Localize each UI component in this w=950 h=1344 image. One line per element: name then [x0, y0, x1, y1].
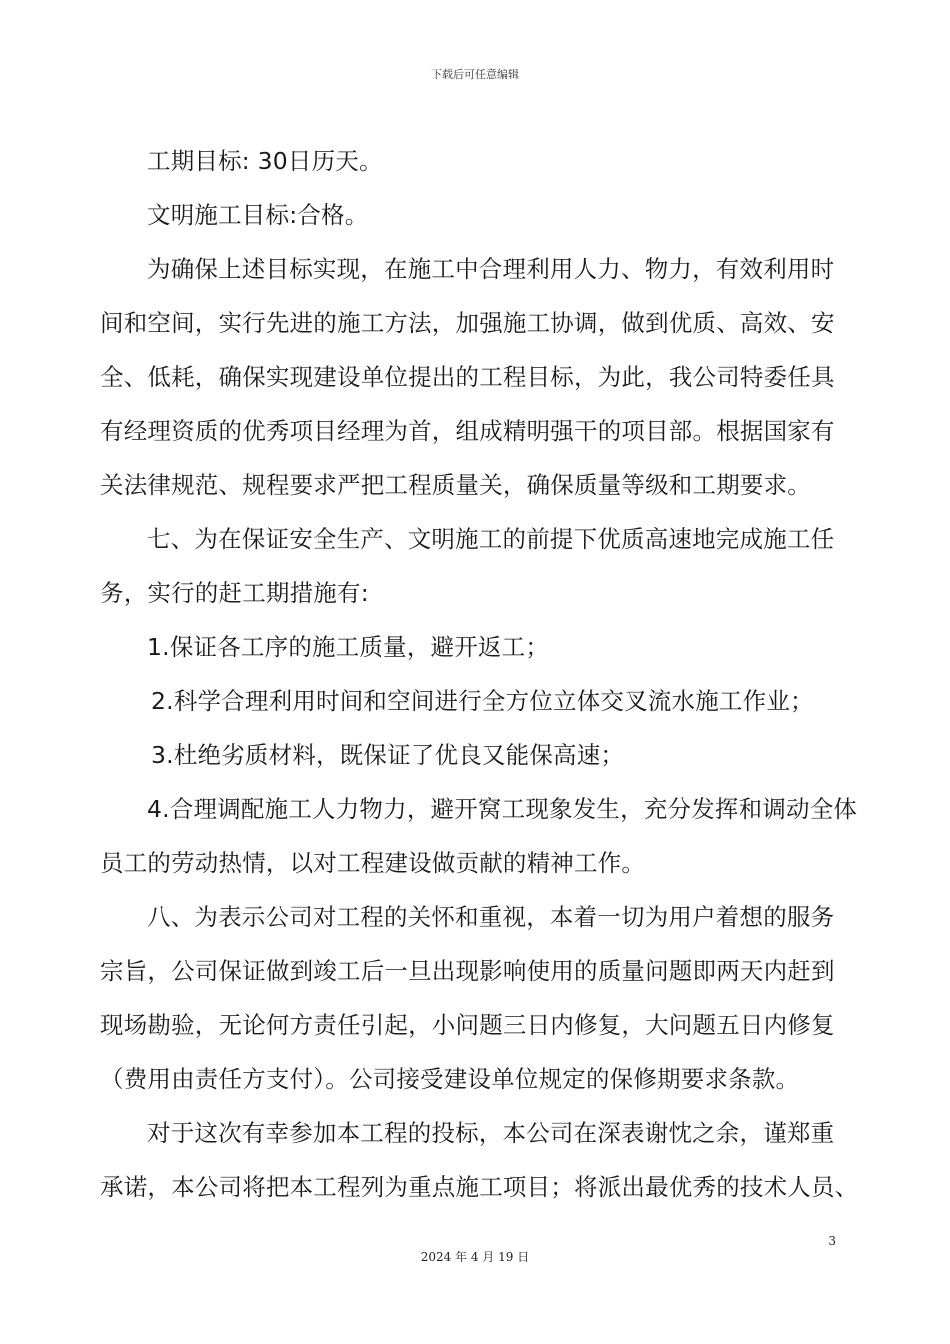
list-item-1: 1.保证各工序的施工质量，避开返工； — [147, 633, 550, 661]
paragraph-goal-line-5: 关法律规范、规程要求严把工程质量关，确保质量等级和工期要求。 — [100, 471, 811, 499]
paragraph-civilization-target: 文明施工目标:合格。 — [147, 201, 369, 229]
list-item-4-line-1: 4.合理调配施工人力物力，避开窝工现象发生，充分发挥和调动全体 — [147, 795, 858, 823]
document-body — [100, 134, 859, 1214]
section-eight-line-1: 八、为表示公司对工程的关怀和重视，本着一切为用户着想的服务 — [147, 903, 835, 931]
section-seven-line-2: 务，实行的赶工期措施有: — [100, 579, 369, 607]
list-item-3: 3.杜绝劣质材料，既保证了优良又能保高速； — [151, 741, 625, 769]
page-number: 3 — [828, 1234, 836, 1248]
closing-line-2: 承诺，本公司将把本工程列为重点施工项目；将派出最优秀的技术人员、 — [100, 1173, 859, 1201]
paragraph-goal-line-2: 间和空间，实行先进的施工方法，加强施工协调，做到优质、高效、安 — [100, 309, 835, 337]
page-header: 下载后可任意编辑 — [431, 68, 519, 81]
closing-line-1: 对于这次有幸参加本工程的投标，本公司在深表谢忱之余，谨郑重 — [147, 1119, 835, 1147]
paragraph-goal-line-1: 为确保上述目标实现，在施工中合理利用人力、物力，有效利用时 — [147, 255, 835, 283]
paragraph-goal-line-3: 全、低耗，确保实现建设单位提出的工程目标，为此，我公司特委任具 — [100, 363, 835, 391]
section-eight-line-4: （费用由责任方支付）。公司接受建设单位规定的保修期要求条款。 — [100, 1065, 800, 1093]
section-eight-line-3: 现场勘验，无论何方责任引起，小问题三日内修复，大问题五日内修复 — [100, 1011, 835, 1039]
section-eight-line-2: 宗旨，公司保证做到竣工后一旦出现影响使用的质量问题即两天内赶到 — [100, 957, 835, 985]
list-item-4-line-2: 员工的劳动热情，以对工程建设做贡献的精神工作。 — [100, 849, 646, 877]
list-item-2: 2.科学合理利用时间和空间进行全方位立体交叉流水施工作业； — [151, 687, 814, 715]
page-footer-date: 2024 年 4 月 19 日 — [420, 1250, 530, 1264]
paragraph-goal-line-4: 有经理资质的优秀项目经理为首，组成精明强干的项目部。根据国家有 — [100, 417, 835, 445]
paragraph-schedule-target: 工期目标: 30日历天。 — [147, 147, 383, 175]
section-seven-line-1: 七、为在保证安全生产、文明施工的前提下优质高速地完成施工任 — [147, 525, 835, 553]
